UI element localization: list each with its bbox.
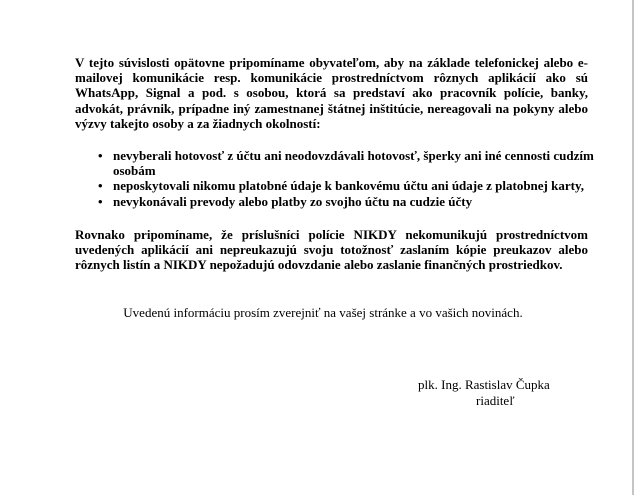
reminder-paragraph: Rovnako pripomíname, že príslušníci polície NIKDY nekomunikujú prostredníctvom uvedených aplikácií ani nepreukazujú svoju totožnosť zaslaním kópie preukazov alebo rôznych listín a NIKDY nepožadujú odovzdanie alebo zaslanie finančných prostriedkov.	[75, 227, 588, 273]
bullet-icon: •	[98, 148, 103, 163]
bullet-icon: •	[98, 178, 103, 194]
list-item	[94, 178, 594, 193]
list-item-text: nevykonávali prevody alebo platby zo svojho účtu na cudzie účty	[113, 193, 473, 209]
signature-name: plk. Ing. Rastislav Čupka	[418, 377, 550, 392]
list-item	[94, 194, 594, 209]
warning-list	[94, 148, 594, 209]
list-item-text: nevyberali hotovosť z účtu ani neodovzdávali hotovosť, šperky ani iné cennosti cudzím osobám	[113, 148, 594, 179]
intro-paragraph: V tejto súvislosti opätovne pripomíname obyvateľom, aby na základe telefonickej alebo e-mailovej komunikácie resp. komunikácie prostredníctvom rôznych aplikácií ako sú WhatsApp, Signal a pod. s osobou, ktorá sa predstaví ako pracovník polície, banky, advokát, právnik, prípadne iný zamestnanej štátnej inštitúcie, nereagovali na pokyny alebo výzvy takejto osoby a za žiadnych okolností:	[75, 55, 588, 131]
bullet-icon: •	[98, 193, 103, 209]
signature-title: riaditeľ	[476, 393, 515, 408]
list-item-text: neposkytovali nikomu platobné údaje k bankovému účtu ani údaje z platobnej karty,	[113, 178, 584, 194]
list-item	[94, 148, 594, 178]
request-paragraph: Uvedenú informáciu prosím zverejniť na vašej stránke a vo vašich novinách.	[123, 305, 523, 320]
